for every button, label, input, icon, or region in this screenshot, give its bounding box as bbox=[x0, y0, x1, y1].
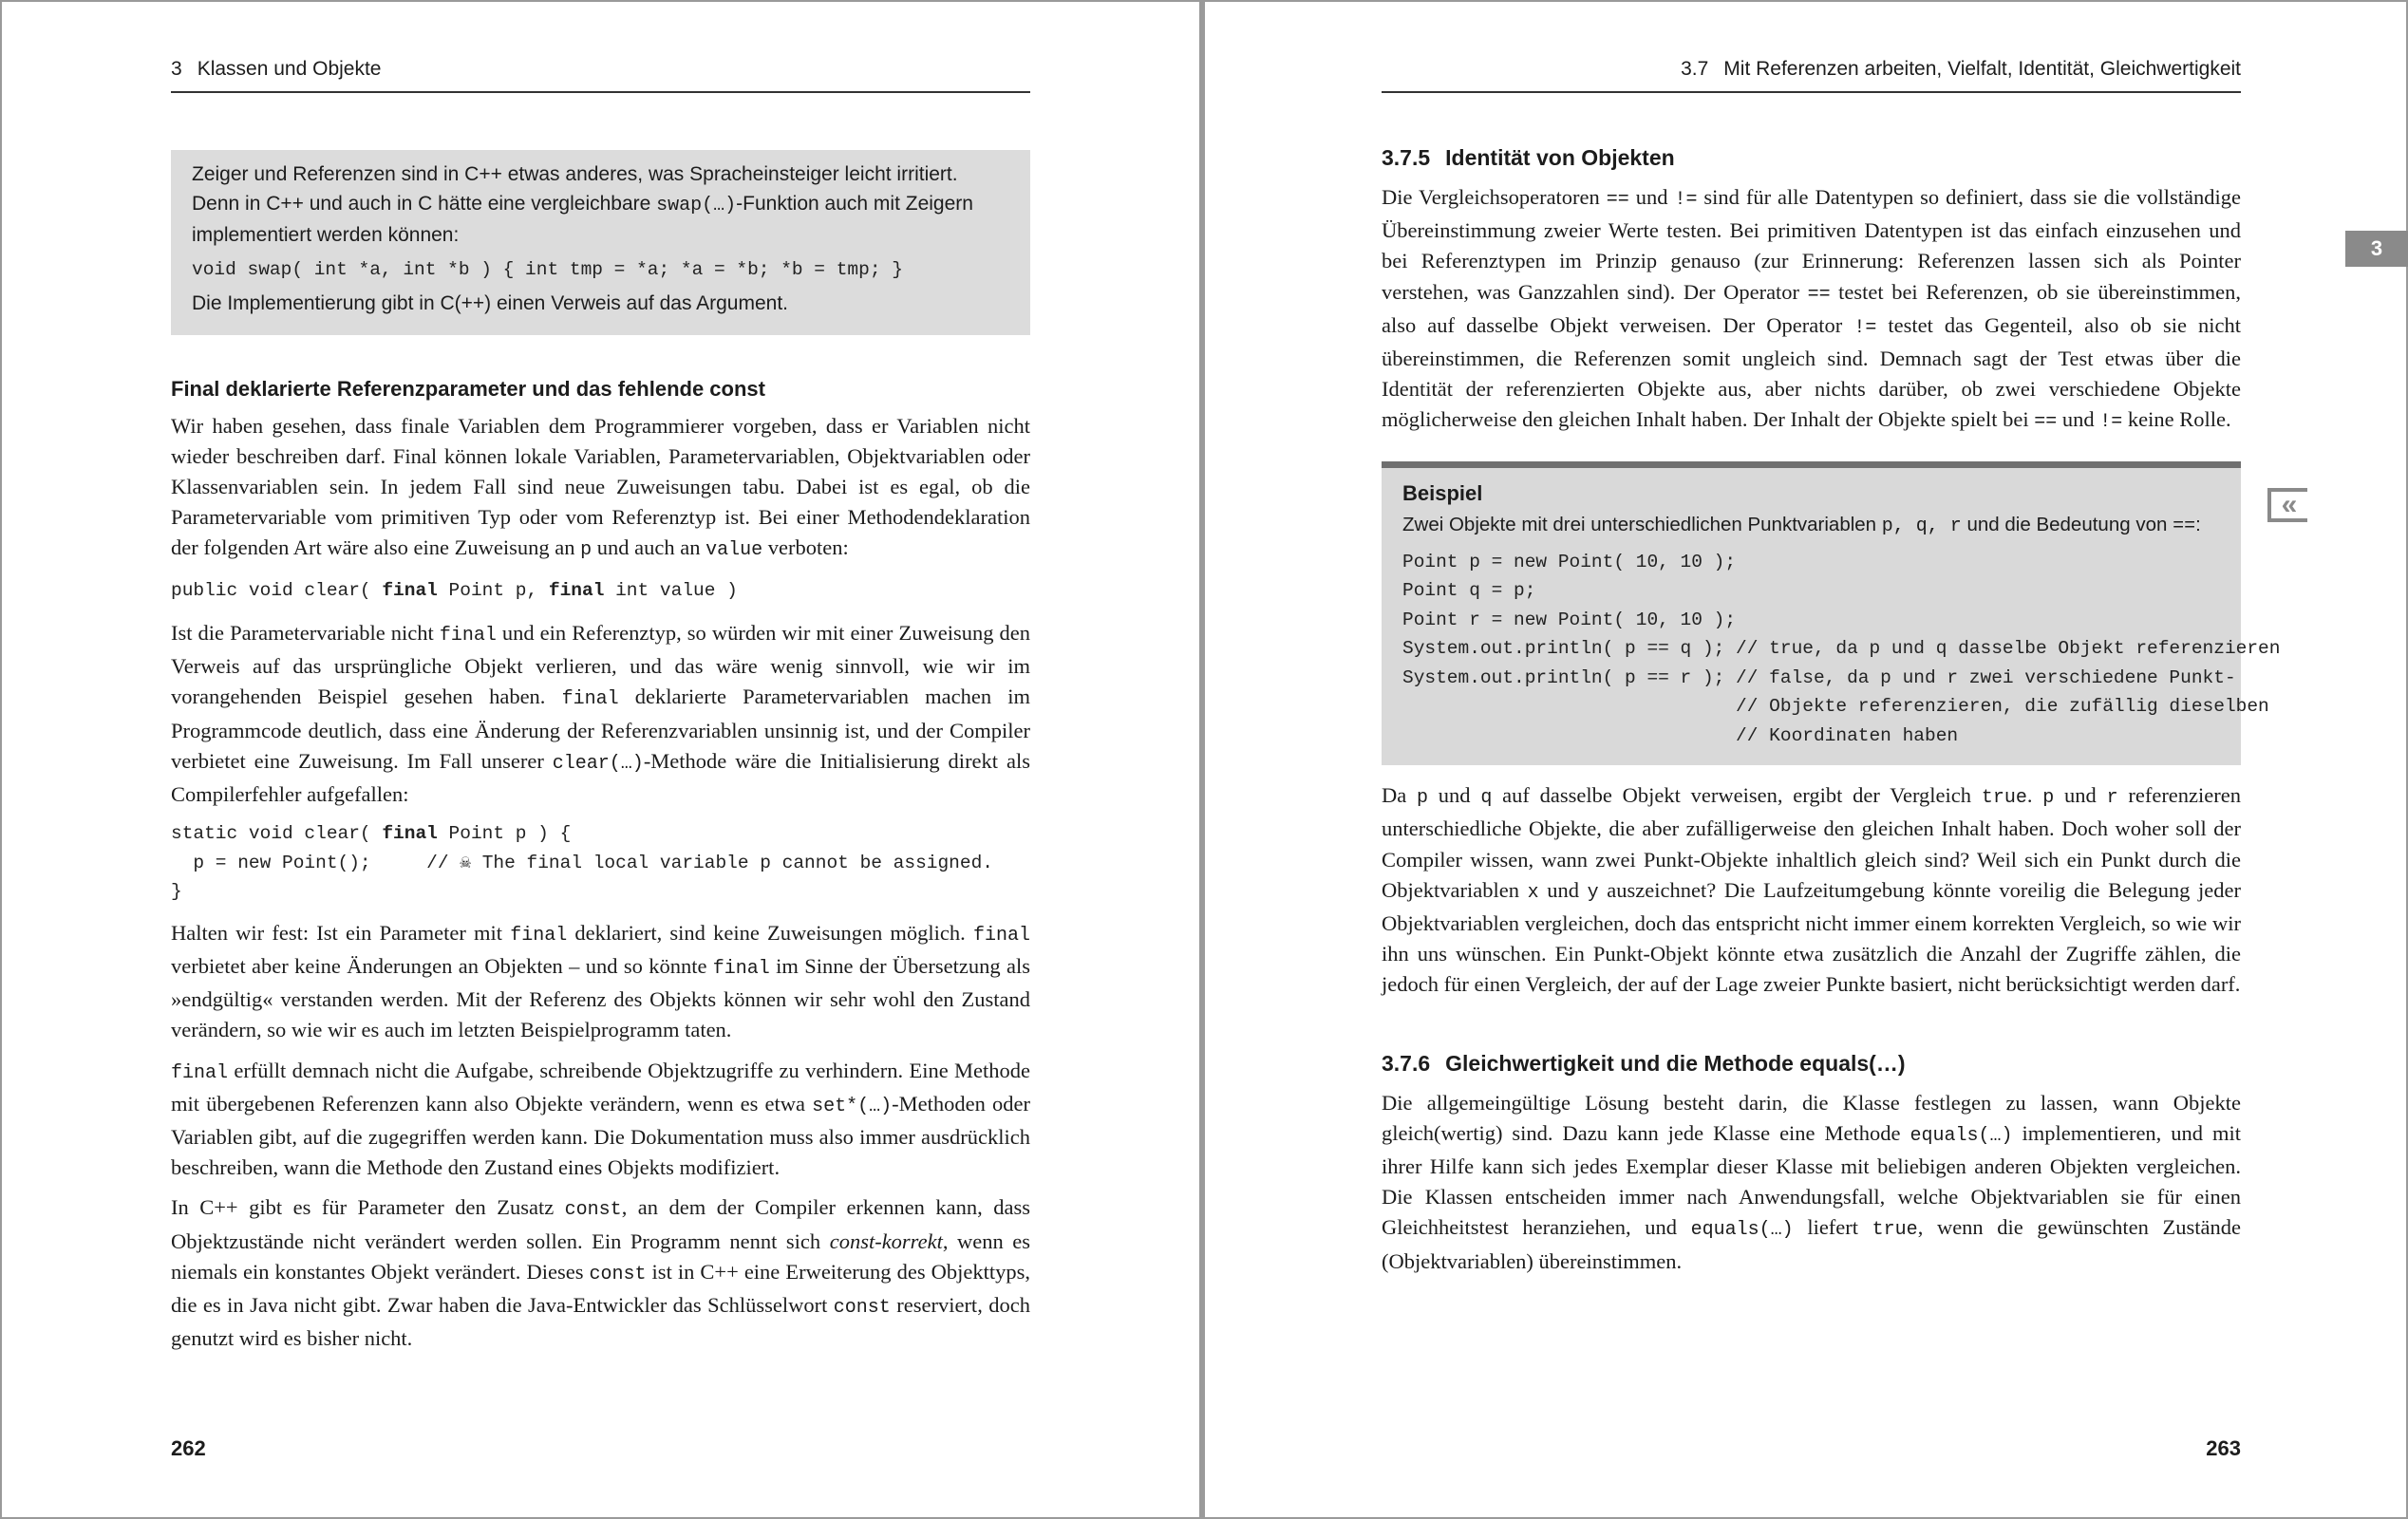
paragraph: Die allgemeingültige Lösung besteht darin, die Klasse festlegen zu lassen, wann Objekte gleich(wertig) sind. Dazu kann jede Klasse eine Methode equals(…) implementieren, und mit ihrer Hilfe kann sich jedes Exemplar dieser Klasse mit beliebigen anderen Objekten vergleichen. Die Klassen entscheiden immer nach Anwendungsfall, welche Objektvariablen sie für einen Gleichheitstest heranziehen, und equals(…) liefert true, wenn die gewünschten Zustände (Objektvariablen) übereinstimmen. bbox=[1382, 1090, 2242, 1273]
skull-icon: ☠ bbox=[460, 852, 471, 873]
example-code: Point p = new Point( 10, 10 ); Point q = p; Point r = new Point( 10, 10 ); System.out.println( p == q ); // true, da p und q dasselbe Objekt referenzieren System.out.println( p == r ); // false, da p und r zwei verschiedene Punkt- // Objekte referenzieren, die zufällig dieselben // Koordinaten haben bbox=[1402, 551, 2281, 746]
code-clear-signature: public void clear( final Point p, final int value ) bbox=[171, 579, 738, 601]
paragraph: Halten wir fest: Ist ein Parameter mit final deklariert, sind keine Zuweisungen möglich. final verbietet aber keine Änderungen an Objekten – und so könnte final im Sinne der Übersetzung als »endgültig« verstanden werden. Mit der Referenz des Objekts können wir sehr wohl den Zustand verändern, so wie wir es auch im letzten Beispielprogramm taten. bbox=[171, 920, 1030, 1042]
paragraph: Da p und q auf dasselbe Objekt verweisen, ergibt der Vergleich true. p und r referenzieren unterschiedliche Objekte, die aber zufälligerweise den gleichen Inhalt haben. Doch woher soll der Compiler wissen, wann zwei Punkt-Objekte inhaltlich gleich sind? Weil sich ein Punkt durch die Objektvariablen x und y auszeichnet? Die Laufzeitumgebung könnte voreilig die Belegung jeder Objektvariablen vergleichen, doch das entspricht nicht immer einem korrekten Vergleich, so wie wir ihn uns wünschen. Ein Punkt-Objekt könnte etwa zusätzlich die Anzahl der Zugriffe zählen, die jedoch für einen Vergleich, der auf der Lage zweier Punkte basiert, nicht berücksichtigt werden darf. bbox=[1382, 783, 2242, 997]
subheading-final-params: Final deklarierte Referenzparameter und das fehlende const bbox=[171, 376, 765, 401]
paragraph: final erfüllt demnach nicht die Aufgabe, schreibende Objektzugriffe zu verhindern. Eine Methode mit übergebenen Referenzen kann also Objekte verändern, wenn es etwa set*(…)-Methoden oder Variablen gibt, auf die zugegriffen werden kann. Die Dokumentation muss also immer ausdrücklich beschreiben, wann die Methode den Zustand eines Objekts modifiziert. bbox=[171, 1058, 1030, 1180]
cpp-info-box bbox=[171, 150, 1030, 335]
paragraph: In C++ gibt es für Parameter den Zusatz const, an dem der Compiler erkennen kann, dass Objektzustände nicht verändert werden sollen. Ein Programm nennt sich const-korrekt, wenn es niemals ein konstantes Objekt verändert. Dieses const ist in C++ eine Erweiterung des Objekttyps, die es in Java nicht gibt. Zwar haben die Java-Entwickler das Schlüsselwort const reserviert, doch genutzt wird es bisher nicht. bbox=[171, 1195, 1030, 1351]
paragraph: Ist die Parametervariable nicht final und ein Referenztyp, so würden wir mit einer Zuweisung den Verweis auf das ursprüngliche Objekt verlieren, und das wäre wenig sinnvoll, wie wir im vorangehenden Beispiel gesehen haben. final deklarierte Parametervariablen machen im Programmcode deutlich, dass eine Änderung der Referenzvariablen unsinnig ist, und der Compiler verbietet eine Zuweisung. Im Fall unserer clear(…)-Methode wäre die Initialisierung direkt als Compilerfehler aufgefallen: bbox=[171, 621, 1031, 807]
right-page bbox=[1382, 0, 2281, 1519]
paragraph: Die Vergleichsoperatoren == und != sind für alle Datentypen so definiert, dass sie die vollständige Übereinstimmung zweier Werte testen. Bei primitiven Datentypen ist das einfach einzusehen und bei Referenztypen im Prinzip genauso (zur Erinnerung: Referenzen lassen sich als Pointer verstehen, was Ganzzahlen sind). Der Operator == testet bei Referenzen, ob sie übereinstimmen, also auf dasselbe Objekt verweisen. Der Operator != testet das Gegenteil, also ob sie nicht übereinstimmen, die Referenzen somit ungleich sind. Demnach sagt der Test etwas über die Identität der referenzierten Objekte aus, aber nichts darüber, ob zwei verschiedene Objekte möglicherweise den gleichen Inhalt haben. Der Inhalt der Objekte spielt bei == und != keine Rolle. bbox=[1382, 185, 2242, 434]
page-number: 262 bbox=[171, 1436, 206, 1460]
swap-code: void swap( int *a, int *b ) { int tmp = *a; *a = *b; *b = tmp; } bbox=[192, 259, 903, 280]
code-clear-method: static void clear( final Point p ) { p = new Point(); // ☠ The final local variable p cannot be assigned. } bbox=[171, 823, 993, 903]
section-title: Mit Referenzen arbeiten, Vielfalt, Identität, Gleichwertigkeit bbox=[1723, 58, 2241, 80]
example-box bbox=[1382, 461, 2281, 766]
page-number: 263 bbox=[2206, 1436, 2241, 1460]
chapter-tab: 3 bbox=[2345, 231, 2408, 267]
section-heading-equals: 3.7.6 Gleichwertigkeit und die Methode equals(…) bbox=[1382, 1050, 1906, 1076]
chapter-number: 3 bbox=[171, 58, 182, 80]
paragraph: Wir haben gesehen, dass finale Variablen dem Programmierer vorgeben, dass er Variablen nicht wieder beschreiben darf. Final können lokale Variablen, Parametervariablen, Objektvariablen oder Klassenvariablen sein. In jedem Fall sind neue Zuweisungen tabu. Dabei ist es egal, ob die Parametervariable vom primitiven Typ oder vom Referenztyp ist. Bei einer Methodendeklaration der folgenden Art wäre also eine Zuweisung an p und auch an value verboten: bbox=[171, 413, 1030, 562]
running-head-right bbox=[1382, 55, 2241, 93]
section-number: 3.7 bbox=[1681, 58, 1709, 80]
example-title: Beispiel bbox=[1402, 480, 1483, 505]
publisher-logo-icon: « bbox=[2267, 488, 2307, 522]
running-head-left bbox=[171, 55, 1030, 93]
chapter-title: Klassen und Objekte bbox=[197, 58, 382, 80]
page-gutter bbox=[1199, 0, 1205, 1519]
section-heading-identity: 3.7.5 Identität von Objekten bbox=[1382, 145, 1675, 170]
example-intro: Zwei Objekte mit drei unterschiedlichen Punktvariablen p, q, r und die Bedeutung von ==: bbox=[1402, 513, 2201, 537]
right-content bbox=[1382, 142, 2281, 1286]
left-page bbox=[171, 0, 1030, 1519]
info-text: Zeiger und Referenzen sind in C++ etwas anderes, was Spracheinsteiger leicht irritiert. Denn in C++ und auch in C hätte eine vergleichbare swap(…)-Funktion auch mit Zeigern implementiert werden können: bbox=[192, 163, 973, 246]
left-content bbox=[171, 150, 1030, 1363]
info-text-2: Die Implementierung gibt in C(++) einen Verweis auf das Argument. bbox=[192, 291, 789, 314]
